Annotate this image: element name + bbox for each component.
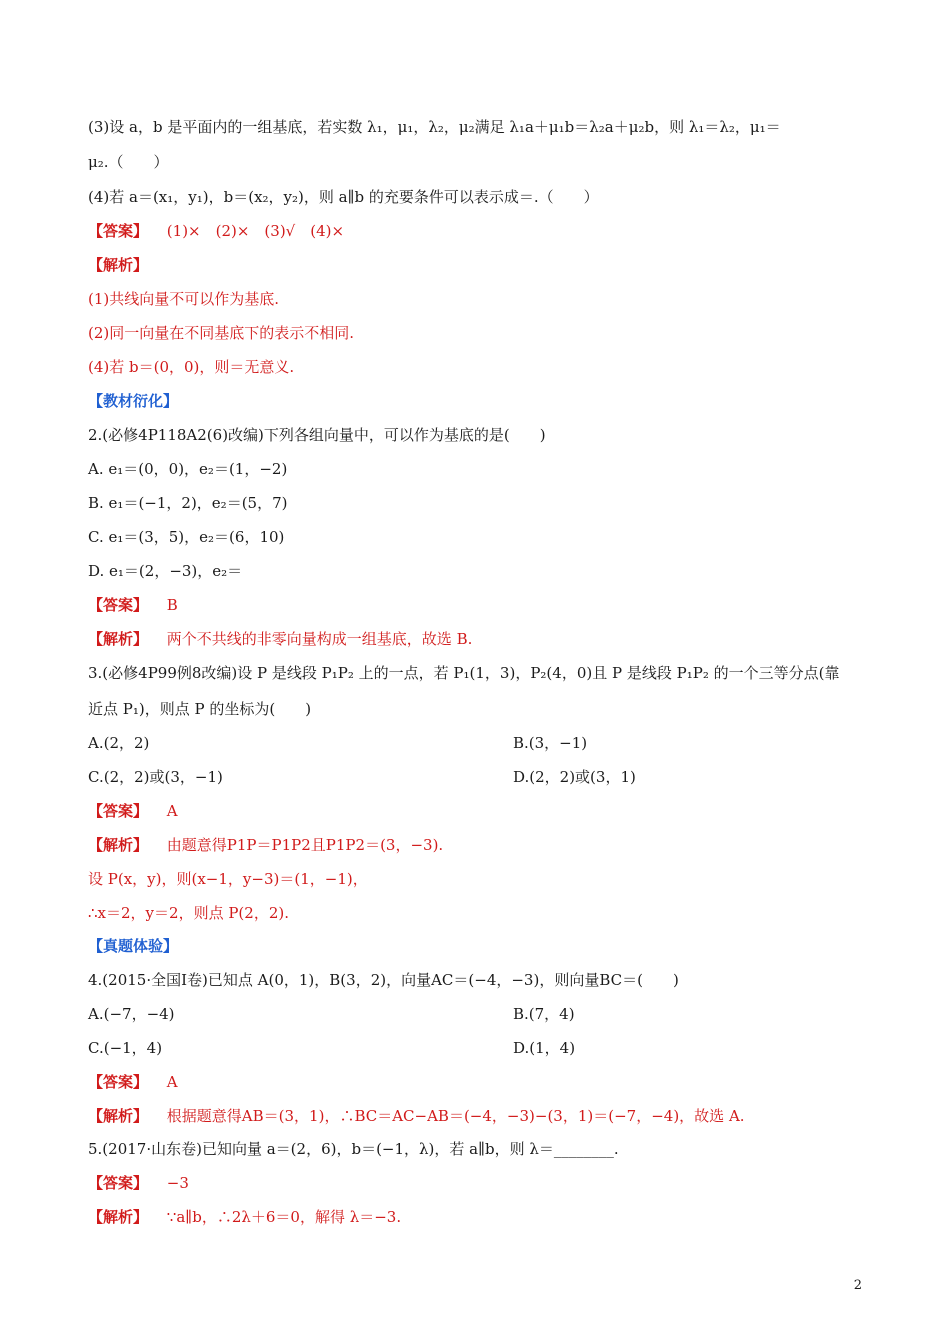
q2-analysis-row [88,628,866,650]
q1-answer-row [88,220,866,242]
answer-tag: 【答案】 [88,222,149,240]
q5-analysis-row [88,1206,866,1228]
q3-answer-row [88,800,866,822]
q4-answer: A [166,1073,178,1091]
q1-analysis-row [88,254,866,276]
q3-analysis-2: 设 P(x，y)，则(x−1，y−3)＝(1，−1)， [88,870,368,888]
q2-option-b: B. e₁＝(−1，2)，e₂＝(5，7) [88,494,288,512]
q4-option-a: A.(−7，−4) [88,1005,175,1023]
q3-option-b: B.(3，−1) [513,734,588,752]
q4-option-b: B.(7，4) [513,1005,575,1023]
q2-option-a: A. e₁＝(0，0)，e₂＝(1，−2) [88,460,288,478]
q5-stem: 5.(2017·山东卷)已知向量 a＝(2，6)，b＝(−1，λ)，若 a∥b，则 λ＝________. [88,1140,619,1158]
analysis-tag: 【解析】 [88,836,149,854]
answer-tag: 【答案】 [88,596,149,614]
q3-analysis-row [88,834,866,856]
analysis-tag: 【解析】 [88,630,149,648]
q4-analysis-row [88,1105,866,1127]
q1-answer: (1)× (2)× (3)√ (4)× [166,222,345,240]
q1-analysis-1: (1)共线向量不可以作为基底. [88,290,280,308]
q4-options-row-2 [88,1037,866,1059]
q4-option-c: C.(−1，4) [88,1039,163,1057]
analysis-tag: 【解析】 [88,256,149,274]
page-number: 2 [853,1278,862,1293]
q5-analysis: ∵a∥b，∴2λ＋6＝0，解得 λ＝−3. [166,1208,402,1226]
q3-option-c: C.(2，2)或(3，−1) [88,768,223,786]
q3-answer: A [166,802,178,820]
section-real-heading: 【真题体验】 [88,937,179,955]
q4-analysis: 根据题意得AB＝(3，1)，∴BC＝AC−AB＝(−4，−3)−(3，1)＝(−7，−4)，故选 A. [166,1107,745,1125]
q1-part3-line1: (3)设 a，b 是平面内的一组基底，若实数 λ₁，μ₁，λ₂，μ₂满足 λ₁a＋μ₁b＝λ₂a＋μ₂b，则 λ₁＝λ₂，μ₁＝ [88,118,781,136]
q4-stem: 4.(2015·全国Ⅰ卷)已知点 A(0，1)，B(3，2)，向量AC＝(−4，−3)，则向量BC＝( ) [88,971,679,989]
q3-analysis-3: ∴x＝2，y＝2，则点 P(2，2). [88,904,289,922]
q1-analysis-2: (2)同一向量在不同基底下的表示不相同. [88,324,355,342]
analysis-tag: 【解析】 [88,1208,149,1226]
q3-analysis-1: 由题意得P1P＝P1P2且P1P2＝(3，−3). [166,836,444,854]
analysis-tag: 【解析】 [88,1107,149,1125]
q3-options-row-2 [88,766,866,788]
q5-answer-row [88,1172,866,1194]
section-textbook-heading: 【教材衍化】 [88,392,179,410]
answer-tag: 【答案】 [88,1174,149,1192]
q3-options-row-1 [88,732,866,754]
q4-option-d: D.(1，4) [513,1039,576,1057]
q3-option-a: A.(2，2) [88,734,150,752]
answer-tag: 【答案】 [88,1073,149,1091]
q1-analysis-4: (4)若 b＝(0，0)，则＝无意义. [88,358,295,376]
q2-answer-row [88,594,866,616]
q2-option-c: C. e₁＝(3，5)，e₂＝(6，10) [88,528,285,546]
q3-stem-1: 3.(必修4P99例8改编)设 P 是线段 P₁P₂ 上的一点，若 P₁(1，3)，P₂(4，0)且 P 是线段 P₁P₂ 的一个三等分点(靠 [88,664,840,682]
q1-part3-line2: μ₂.（ ） [88,153,169,171]
q2-option-d: D. e₁＝(2，−3)，e₂＝ [88,562,243,580]
q2-analysis: 两个不共线的非零向量构成一组基底，故选 B. [166,630,473,648]
section-real [88,935,866,957]
q4-answer-row [88,1071,866,1093]
q5-answer: −3 [166,1174,189,1192]
answer-tag: 【答案】 [88,802,149,820]
q3-stem-2: 近点 P₁)，则点 P 的坐标为( ) [88,700,312,718]
q4-options-row-1 [88,1003,866,1025]
section-textbook [88,390,866,412]
q2-answer: B [166,596,178,614]
q1-part4: (4)若 a＝(x₁，y₁)，b＝(x₂，y₂)，则 a∥b 的充要条件可以表示成＝.（ ） [88,188,599,206]
q2-stem: 2.(必修4P118A2(6)改编)下列各组向量中，可以作为基底的是( ) [88,426,546,444]
q3-option-d: D.(2，2)或(3，1) [513,768,636,786]
